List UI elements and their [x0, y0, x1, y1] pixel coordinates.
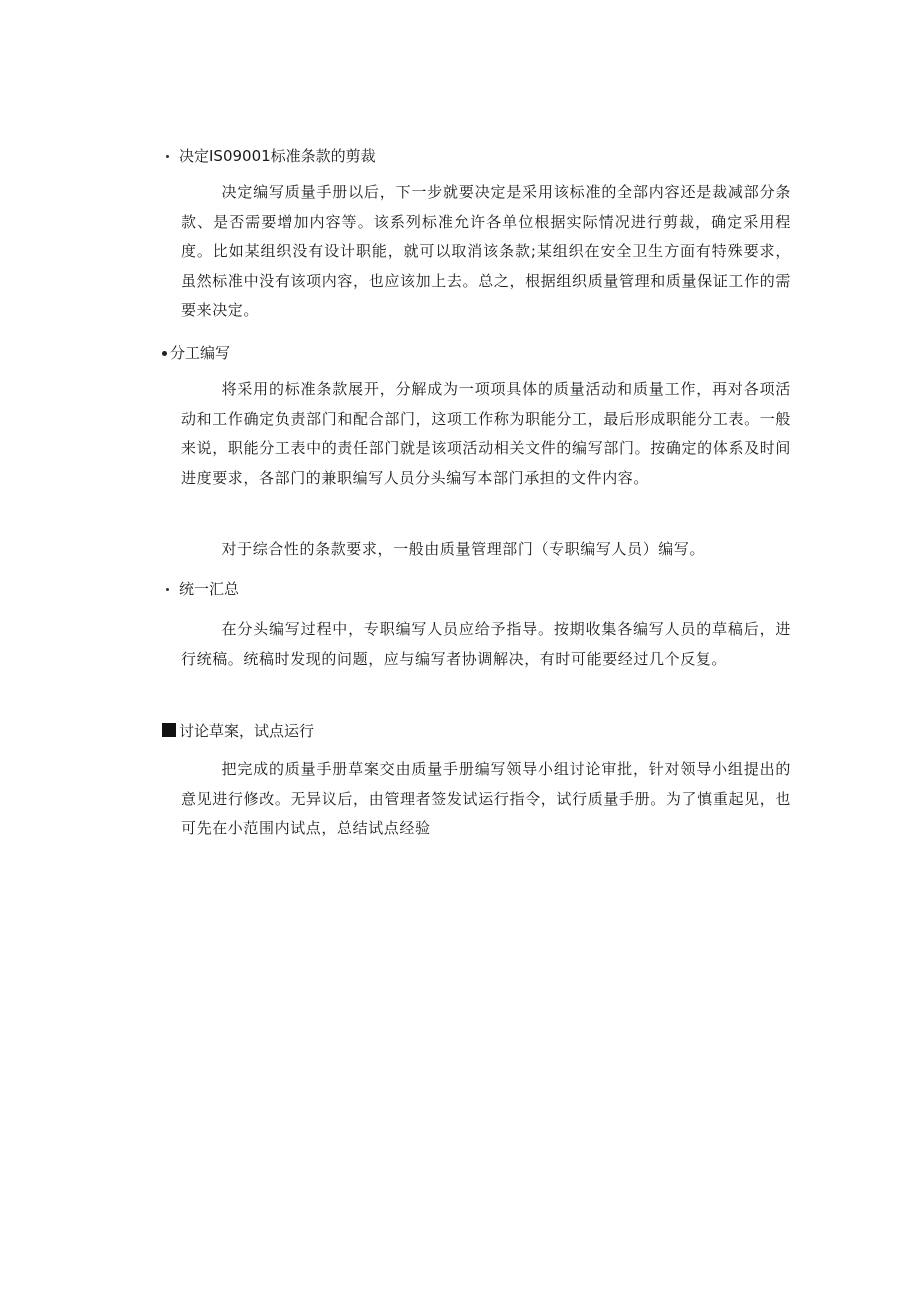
paragraph-division-comprehensive: 对于综合性的条款要求，一般由质量管理部门（专职编写人员）编写。 [221, 540, 706, 558]
paragraph-summary: 在分头编写过程中，专职编写人员应给予指导。按期收集各编写人员的草稿后，进行统稿。统稿时发现的问题，应与编写者协调解决，有时可能要经过几个反复。 [181, 620, 791, 668]
bullet-square-icon [162, 723, 176, 737]
heading-text: 统一汇总 [179, 580, 240, 598]
section-heading-draft-trial [162, 721, 314, 741]
bullet-dot-icon [162, 351, 167, 356]
section-heading-summary [162, 579, 239, 599]
section-heading-trimming [162, 146, 376, 166]
bullet-dot-icon [166, 588, 169, 591]
bullet-dot-icon [166, 155, 169, 158]
paragraph-trimming: 决定编写质量手册以后，下一步就要决定是采用该标准的全部内容还是裁减部分条款、是否需要增加内容等。该系列标准允许各单位根据实际情况进行剪裁，确定采用程度。比如某组织没有设计职能，就可以取消该条款;某组织在安全卫生方面有特殊要求，虽然标准中没有该项内容，也应该加上去。总之，根据组织质量管理和质量保证工作的需要来决定。 [181, 183, 791, 320]
heading-text: 讨论草案，试点运行 [179, 722, 315, 740]
paragraph-division: 将采用的标准条款展开，分解成为一项项具体的质量活动和质量工作，再对各项活动和工作确定负责部门和配合部门，这项工作称为职能分工，最后形成职能分工表。一般来说，职能分工表中的责任部门就是该项活动相关文件的编写部门。按确定的体系及时间进度要求，各部门的兼职编写人员分头编写本部门承担的文件内容。 [181, 380, 791, 487]
heading-text: 决定IS09001标准条款的剪裁 [179, 147, 376, 165]
section-heading-division [162, 343, 230, 363]
heading-text: 分工编写 [170, 344, 231, 362]
paragraph-draft-trial: 把完成的质量手册草案交由质量手册编写领导小组讨论审批，针对领导小组提出的意见进行修改。无异议后，由管理者签发试运行指令，试行质量手册。为了慎重起见，也可先在小范围内试点，总结试点经验 [181, 760, 791, 838]
